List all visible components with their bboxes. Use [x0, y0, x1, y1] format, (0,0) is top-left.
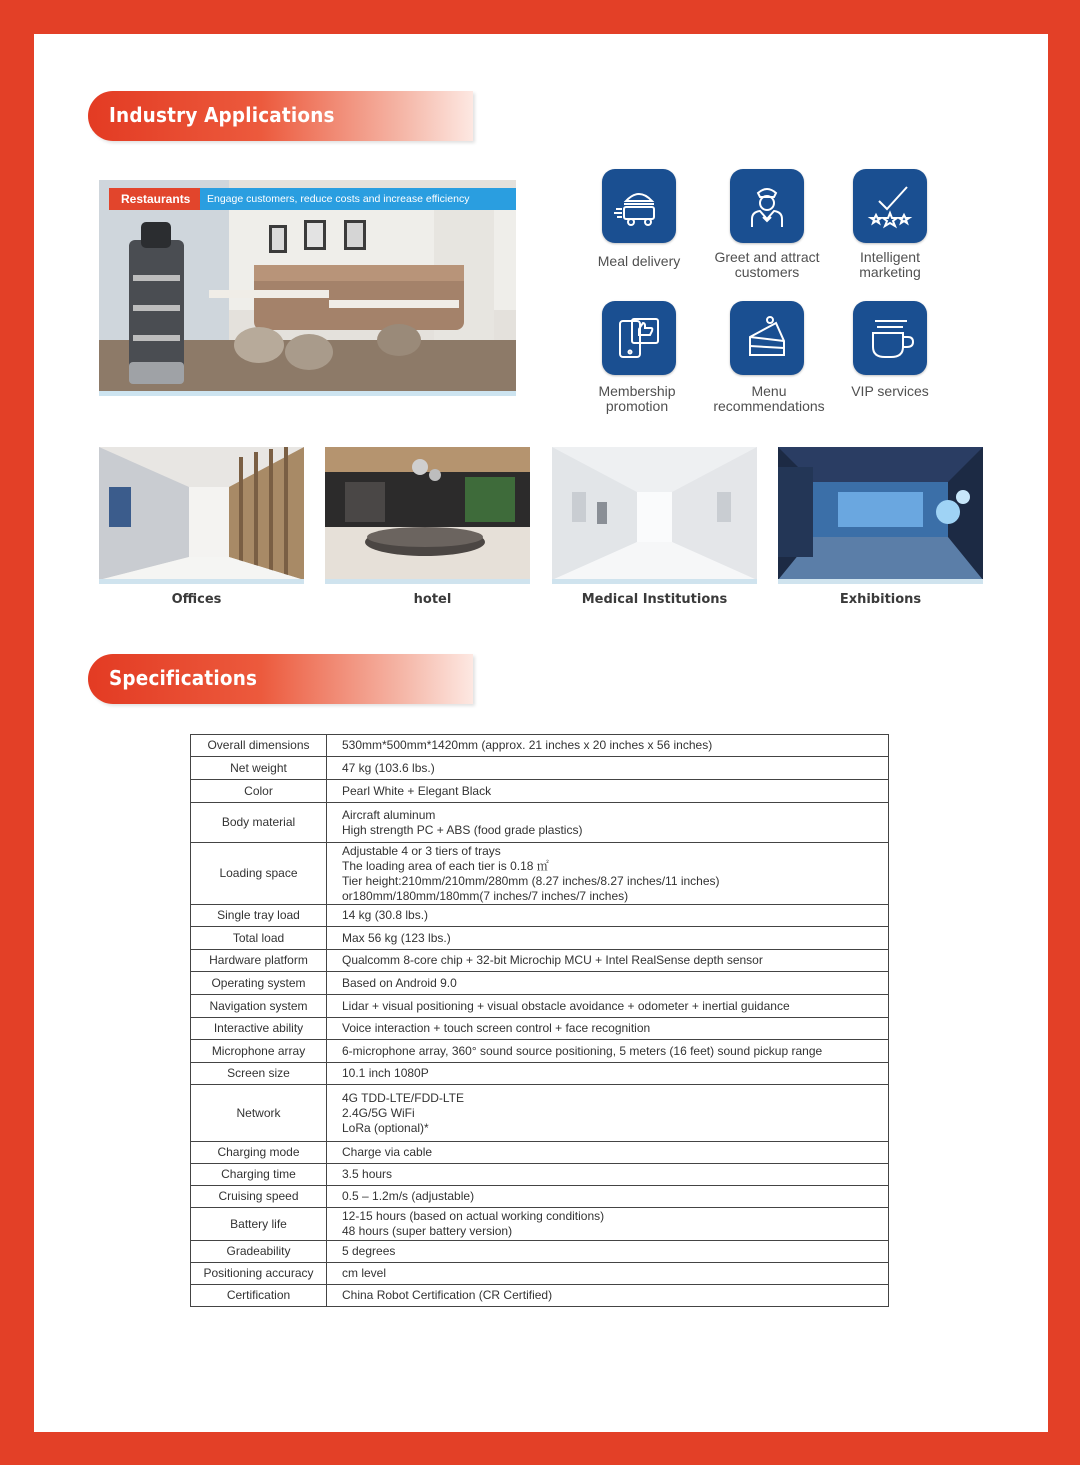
spec-value — [327, 905, 889, 927]
spec-value — [327, 972, 889, 995]
spec-value-line: 3.5 hours — [342, 1167, 393, 1181]
stars-check-icon — [863, 179, 917, 233]
spec-value-line: High strength PC + ABS (food grade plastics) — [342, 822, 583, 837]
spec-value — [327, 1208, 889, 1241]
spec-value-line: 5 degrees — [342, 1244, 396, 1258]
spec-value-line: Charge via cable — [342, 1145, 433, 1159]
medical-scene-image — [552, 447, 757, 580]
spec-value-line: 2.4G/5G WiFi — [342, 1105, 415, 1120]
spec-value-line: Qualcomm 8-core chip + 32-bit Microchip MCU + Intel RealSense depth sensor — [342, 953, 763, 967]
spec-value — [327, 1241, 889, 1263]
offices-photo — [99, 447, 304, 580]
spec-row — [191, 1186, 889, 1208]
app-label-membership-promotion: Membership promotion — [598, 383, 676, 414]
spec-value-line: 47 kg (103.6 lbs.) — [342, 760, 435, 775]
spec-value — [327, 927, 889, 950]
hotel-underline — [325, 579, 530, 584]
spec-row — [191, 1142, 889, 1164]
spec-key: Certification — [191, 1285, 327, 1307]
delivery-truck-icon — [612, 179, 666, 233]
spec-key: Network — [191, 1085, 327, 1142]
spec-row — [191, 995, 889, 1018]
spec-value-line: Tier height:210mm/210mm/280mm (8.27 inches/8.27 inches/11 inches) — [342, 873, 720, 888]
spec-key: Operating system — [191, 972, 327, 995]
app-label-greet-customers: Greet and attract customers — [714, 249, 820, 280]
hotel-scene-image — [325, 447, 530, 580]
meal-delivery-icon-tile — [602, 169, 676, 243]
vip-services-icon-tile — [853, 301, 927, 375]
membership-promotion-icon-tile — [602, 301, 676, 375]
spec-value-line: 14 kg (30.8 lbs.) — [342, 908, 429, 922]
spec-key: Gradeability — [191, 1241, 327, 1263]
spec-value-line: 48 hours (super battery version) — [342, 1224, 513, 1238]
spec-value-line: Lidar + visual positioning + visual obstacle avoidance + odometer + inertial guidance — [342, 998, 790, 1013]
spec-value-line: China Robot Certification (CR Certified) — [342, 1288, 553, 1302]
restaurant-photo — [99, 180, 516, 394]
medical-institutions-photo — [552, 447, 757, 580]
exhibitions-underline — [778, 579, 983, 584]
spec-value — [327, 1018, 889, 1040]
spec-value — [327, 1040, 889, 1063]
spec-value-line: 6-microphone array, 360° sound source positioning, 5 meters (16 feet) sound pickup range — [342, 1043, 823, 1058]
spec-value-line: LoRa (optional)* — [342, 1120, 429, 1135]
spec-key: Navigation system — [191, 995, 327, 1018]
spec-value — [327, 757, 889, 780]
spec-row — [191, 905, 889, 927]
spec-value — [327, 950, 889, 972]
spec-row — [191, 757, 889, 780]
spec-value — [327, 780, 889, 803]
spec-value-line: Based on Android 9.0 — [342, 975, 457, 990]
spec-value — [327, 995, 889, 1018]
waiter-icon — [740, 179, 794, 233]
restaurant-scene-image — [99, 180, 516, 394]
spec-row — [191, 1241, 889, 1263]
spec-key: Loading space — [191, 843, 327, 905]
spec-key: Net weight — [191, 757, 327, 780]
spec-value — [327, 843, 889, 905]
offices-underline — [99, 579, 304, 584]
intelligent-marketing-icon-tile — [853, 169, 927, 243]
app-label-menu-recommendations: Menu recommendations — [713, 383, 825, 414]
spec-row — [191, 780, 889, 803]
spec-row — [191, 950, 889, 972]
exhibitions-photo — [778, 447, 983, 580]
spec-row — [191, 1085, 889, 1142]
exhibitions-scene-image — [778, 447, 983, 580]
hotel-photo — [325, 447, 530, 580]
spec-key: Charging time — [191, 1164, 327, 1186]
spec-key: Battery life — [191, 1208, 327, 1241]
medical-underline — [552, 579, 757, 584]
spec-row — [191, 972, 889, 995]
spec-value-line: 10.1 inch 1080P — [342, 1066, 429, 1080]
spec-row — [191, 1285, 889, 1307]
spec-value-line: cm level — [342, 1266, 387, 1280]
app-label-intelligent-marketing: Intelligent marketing — [859, 249, 921, 280]
spec-key: Microphone array — [191, 1040, 327, 1063]
spec-row — [191, 1063, 889, 1085]
scene-label-hotel: hotel — [413, 592, 452, 607]
scene-label-exhibitions: Exhibitions — [839, 592, 922, 607]
spec-value — [327, 1085, 889, 1142]
spec-row — [191, 735, 889, 757]
spec-value-line: 530mm*500mm*1420mm (approx. 21 inches x 20 inches x 56 inches) — [342, 738, 713, 752]
spec-value-line: Pearl White + Elegant Black — [342, 783, 492, 798]
spec-value — [327, 735, 889, 757]
spec-key: Body material — [191, 803, 327, 843]
restaurants-tag: Restaurants — [109, 188, 200, 210]
spec-value-line: 12-15 hours (based on actual working conditions) — [342, 1209, 605, 1223]
greet-customers-icon-tile — [730, 169, 804, 243]
specifications-banner — [88, 654, 473, 704]
spec-value — [327, 1285, 889, 1307]
spec-value-line: Aircraft aluminum — [342, 807, 436, 822]
spec-row — [191, 1018, 889, 1040]
scene-label-offices: Offices — [171, 592, 222, 607]
spec-value-line: Adjustable 4 or 3 tiers of trays — [342, 843, 501, 858]
spec-row — [191, 1164, 889, 1186]
spec-value-line: 4G TDD-LTE/FDD-LTE — [342, 1090, 465, 1105]
spec-value — [327, 1063, 889, 1085]
specifications-table-body — [191, 735, 889, 1307]
spec-value-line: Voice interaction + touch screen control + face recognition — [342, 1021, 651, 1035]
specifications-table — [190, 734, 889, 1307]
cake-slice-icon — [740, 311, 794, 365]
app-label-vip-services: VIP services — [851, 383, 929, 399]
industry-applications-banner — [88, 91, 473, 141]
specifications-title: Specifications — [109, 666, 258, 690]
spec-value — [327, 1186, 889, 1208]
spec-key: Cruising speed — [191, 1186, 327, 1208]
spec-value-line: or180mm/180mm/180mm(7 inches/7 inches/7 inches) — [342, 888, 629, 903]
spec-key: Hardware platform — [191, 950, 327, 972]
industry-applications-title: Industry Applications — [109, 103, 335, 127]
coffee-cup-icon — [863, 311, 917, 365]
phone-thumbs-up-icon — [612, 311, 666, 365]
spec-key: Positioning accuracy — [191, 1263, 327, 1285]
spec-value — [327, 1263, 889, 1285]
spec-key: Charging mode — [191, 1142, 327, 1164]
spec-key: Overall dimensions — [191, 735, 327, 757]
spec-row — [191, 843, 889, 905]
spec-value-line: The loading area of each tier is 0.18 ㎡ — [342, 858, 549, 873]
spec-key: Interactive ability — [191, 1018, 327, 1040]
spec-key: Total load — [191, 927, 327, 950]
spec-row — [191, 927, 889, 950]
brochure-page — [34, 34, 1048, 1432]
app-label-meal-delivery: Meal delivery — [597, 253, 681, 269]
menu-recommendations-icon-tile — [730, 301, 804, 375]
spec-key: Screen size — [191, 1063, 327, 1085]
spec-value-line: 0.5 – 1.2m/s (adjustable) — [342, 1189, 475, 1203]
spec-row — [191, 1263, 889, 1285]
spec-value — [327, 1164, 889, 1186]
spec-value-line: Max 56 kg (123 lbs.) — [342, 930, 451, 945]
spec-row — [191, 803, 889, 843]
spec-row — [191, 1208, 889, 1241]
offices-scene-image — [99, 447, 304, 580]
scene-label-medical-institutions: Medical Institutions — [581, 592, 728, 607]
spec-row — [191, 1040, 889, 1063]
spec-value — [327, 803, 889, 843]
spec-key: Color — [191, 780, 327, 803]
spec-value — [327, 1142, 889, 1164]
hero-underline — [99, 391, 516, 396]
spec-key: Single tray load — [191, 905, 327, 927]
restaurants-tagline: Engage customers, reduce costs and increase efficiency — [197, 188, 516, 210]
